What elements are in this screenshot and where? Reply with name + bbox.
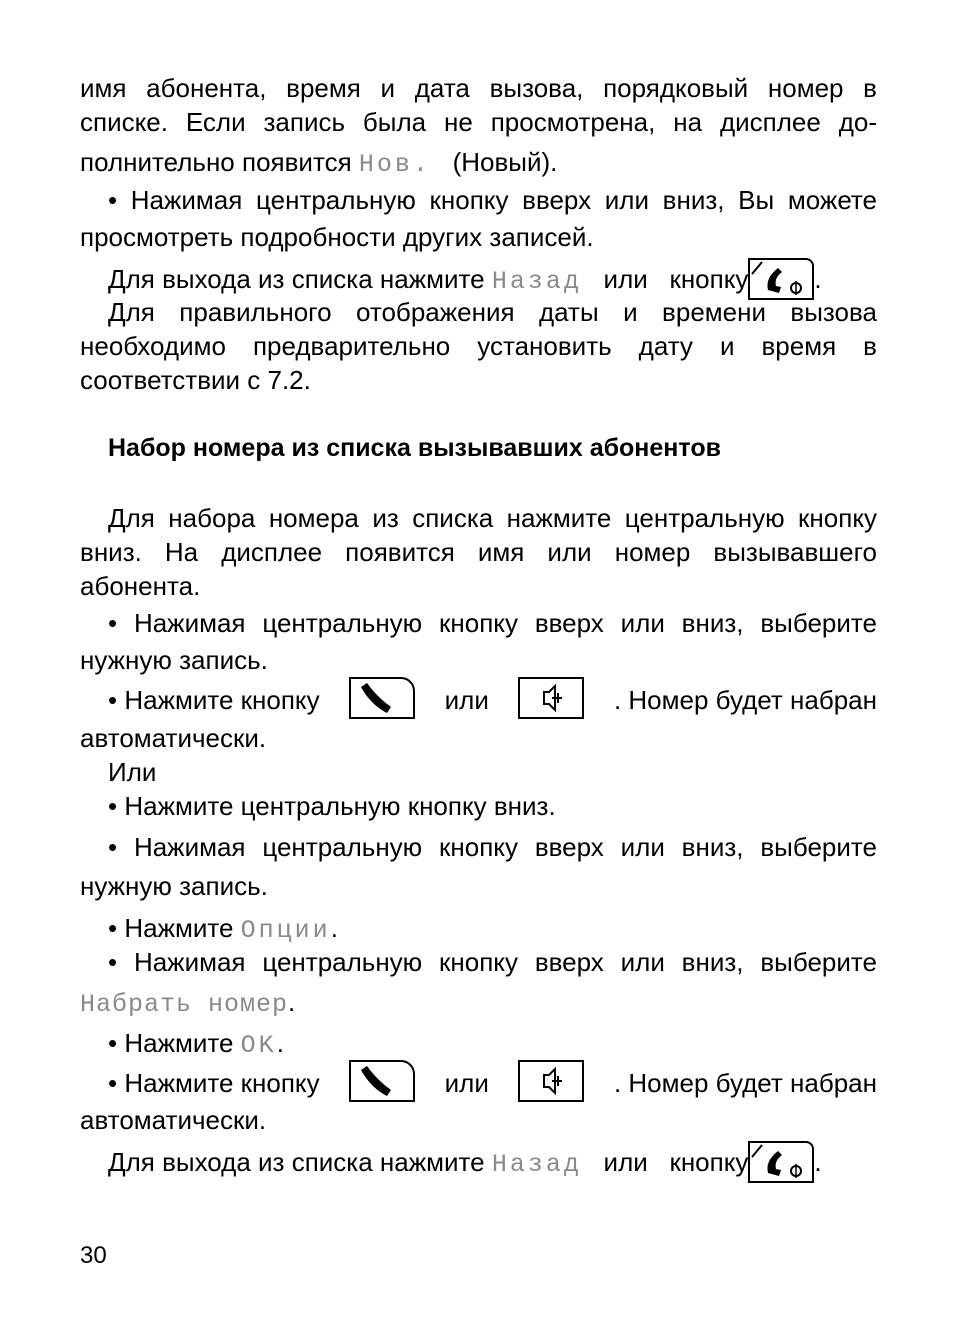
text: • Нажмите кнопку [108, 1068, 320, 1098]
text-line [108, 260, 877, 294]
text: • Нажмите [108, 1028, 234, 1058]
call-key-icon [349, 1060, 415, 1102]
text-line: необходимо предварительно установить дату и время в [80, 331, 877, 361]
text-line: Или [108, 757, 157, 787]
text-line: нужную запись. [80, 645, 268, 675]
end-call-key-icon [748, 1141, 814, 1183]
lcd-text-back: Назад [491, 266, 582, 296]
text: . [814, 1146, 822, 1177]
text-line: вниз. На дисплее появится имя или номер вызывавшего [80, 537, 877, 567]
section-heading: Набор номера из списка вызывавших абонентов [108, 434, 721, 462]
text-line: Для набора номера из списка нажмите центральную кнопку [108, 503, 877, 533]
text-line: • Нажимая центральную кнопку вверх или вниз, Вы можете [108, 185, 877, 215]
text: (Новый). [452, 147, 558, 177]
text: кнопку [669, 1146, 749, 1177]
speaker-key-icon [518, 1060, 584, 1102]
text: Для выхода из списка нажмите [108, 1146, 485, 1177]
call-key-icon [349, 677, 415, 719]
text-line: • Нажмите Опции. [108, 913, 338, 945]
text-line: Набрать номер. [80, 987, 296, 1019]
text: или [603, 263, 648, 294]
lcd-text-back: Назад [491, 1149, 582, 1179]
text: кнопку [669, 263, 749, 294]
text-line [108, 683, 877, 717]
text: . [814, 263, 822, 294]
lcd-text-ok: OK [240, 1031, 277, 1060]
text-line: • Нажимая центральную кнопку вверх или вниз, выберите [108, 832, 877, 862]
text: • Нажмите кнопку [108, 685, 320, 715]
text: полнительно появится [80, 147, 352, 177]
text: или [444, 685, 489, 715]
text-line: автоматически. [80, 723, 267, 753]
text-line [80, 145, 877, 179]
lcd-text-dial: Набрать номер [80, 990, 289, 1019]
end-call-key-icon [748, 258, 814, 300]
lcd-text-new: Нов. [358, 150, 431, 179]
text: Для выхода из списка нажмите [108, 263, 485, 294]
text-line: • Нажмите центральную кнопку вниз. [108, 791, 556, 821]
text-line: просмотреть подробности других записей. [80, 222, 594, 252]
speaker-key-icon [518, 677, 584, 719]
text-line: абонента. [80, 571, 201, 601]
page-number: 30 [80, 1242, 107, 1269]
text: . Номер будет набран [613, 685, 877, 715]
text-line: • Нажимая центральную кнопку вверх или вниз, выберите [108, 608, 877, 638]
text-line: списке. Если запись была не просмотрена, на дисплее до- [80, 107, 877, 137]
text-line: соответствии с 7.2. [80, 365, 311, 395]
text-line: Для правильного отображения даты и времени вызова [108, 297, 877, 327]
text: . Номер будет набран [613, 1068, 877, 1098]
text: • Нажмите [108, 913, 234, 943]
text-line: нужную запись. [80, 871, 268, 901]
text-line: • Нажимая центральную кнопку вверх или вниз, выберите [108, 947, 877, 977]
text-line: имя абонента, время и дата вызова, порядковый номер в [80, 73, 877, 103]
text: или [444, 1068, 489, 1098]
text: или [603, 1146, 648, 1177]
text-line: автоматически. [80, 1105, 267, 1135]
text-line [108, 1143, 877, 1177]
text-line [108, 1066, 877, 1100]
lcd-text-options: Опции [240, 916, 331, 945]
text-line: • Нажмите OK. [108, 1028, 284, 1060]
